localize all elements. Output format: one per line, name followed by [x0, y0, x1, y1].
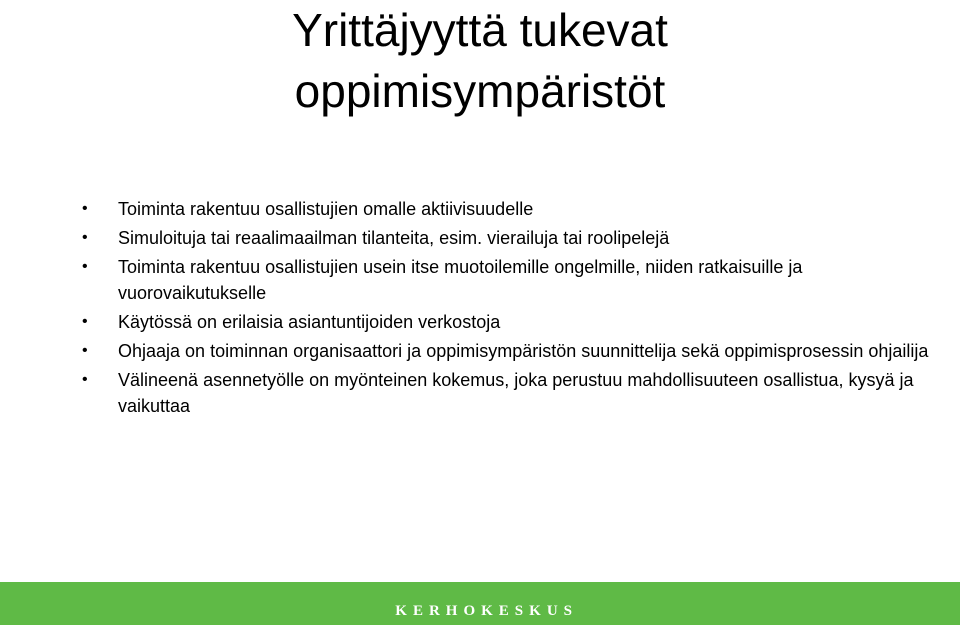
footer-band — [0, 582, 960, 625]
bullet-point-icon: • — [82, 229, 88, 246]
bullet-text: Toiminta rakentuu osallistujien usein itse muotoilemille ongelmille, niiden ratkaisuille ja vuorovaikutukselle — [118, 257, 803, 303]
bullet-item — [80, 309, 940, 335]
slide-title-line-1: Yrittäjyyttä tukevat — [292, 4, 668, 56]
bullet-point-icon: • — [82, 258, 88, 275]
bullet-point-icon: • — [82, 200, 88, 217]
bullet-item — [80, 254, 940, 306]
slide-title-line-2: oppimisympäristöt — [294, 65, 666, 117]
bullet-item — [80, 338, 940, 364]
bullet-item — [80, 196, 940, 222]
bullet-item — [80, 225, 940, 251]
bullet-text: Välineenä asennetyölle on myönteinen kokemus, joka perustuu mahdollisuuteen osallistua, kysyä ja vaikuttaa — [118, 370, 914, 416]
bullet-text: Ohjaaja on toiminnan organisaattori ja oppimisympäristön suunnittelija sekä oppimisprosessin ohjailija — [118, 341, 929, 361]
bullet-point-icon: • — [82, 342, 88, 359]
bullet-point-icon: • — [82, 313, 88, 330]
bullet-text: Simuloituja tai reaalimaailman tilanteita, esim. vierailuja tai roolipelejä — [118, 228, 670, 248]
bullet-list — [80, 196, 940, 422]
slide-title — [0, 0, 960, 122]
bullet-text: Käytössä on erilaisia asiantuntijoiden verkostoja — [118, 312, 501, 332]
bullet-point-icon: • — [82, 371, 88, 388]
kerhokeskus-logo: KERHOKESKUS — [395, 603, 578, 619]
bullet-item — [80, 367, 940, 419]
bullet-text: Toiminta rakentuu osallistujien omalle aktiivisuudelle — [118, 199, 534, 219]
